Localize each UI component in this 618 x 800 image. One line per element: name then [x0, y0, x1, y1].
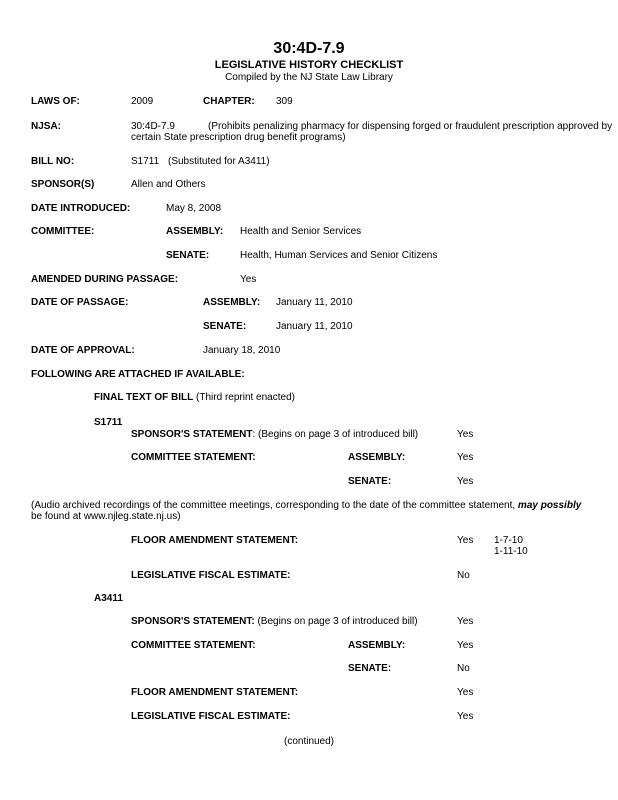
a3411-sponsor-statement-label: SPONSOR'S STATEMENT: — [131, 616, 255, 627]
final-text-row — [94, 392, 295, 404]
a3411-committee-assembly-value: Yes — [457, 640, 474, 651]
page-title: 30:4D-7.9 — [273, 40, 345, 57]
njsa-label: NJSA: — [31, 121, 62, 132]
njsa-cite: 30:4D-7.9 — [131, 121, 175, 132]
s1711-floor-amendment-label: FLOOR AMENDMENT STATEMENT: — [131, 535, 299, 546]
s1711-floor-amendment-date-1: 1-7-10 — [494, 535, 523, 546]
bill-no-label: BILL NO: — [31, 156, 75, 167]
s1711-committee-statement-label: COMMITTEE STATEMENT: — [131, 452, 256, 463]
njsa-description-line1: (Prohibits penalizing pharmacy for dispensing forged or fraudulent prescription approved by — [208, 121, 613, 132]
passage-senate-value: January 11, 2010 — [276, 321, 353, 332]
a3411-floor-amendment-label: FLOOR AMENDMENT STATEMENT: — [131, 687, 299, 698]
date-of-passage-label: DATE OF PASSAGE: — [31, 297, 129, 308]
bill-no-value: S1711 — [131, 156, 160, 167]
laws-of-year: 2009 — [131, 96, 154, 107]
date-introduced-label: DATE INTRODUCED: — [31, 203, 131, 214]
amended-value: Yes — [240, 274, 257, 285]
a3411-fiscal-estimate-value: Yes — [457, 711, 474, 722]
laws-of-label: LAWS OF: — [31, 96, 80, 107]
sponsor-value: Allen and Others — [131, 179, 206, 190]
sponsor-label: SPONSOR(S) — [31, 179, 95, 190]
passage-senate-label: SENATE: — [203, 321, 247, 332]
committee-label: COMMITTEE: — [31, 226, 95, 237]
checklist-heading: LEGISLATIVE HISTORY CHECKLIST — [214, 59, 404, 71]
chapter-label: CHAPTER: — [203, 96, 255, 107]
date-of-approval-label: DATE OF APPROVAL: — [31, 345, 135, 356]
amended-label: AMENDED DURING PASSAGE: — [31, 274, 179, 285]
s1711-committee-assembly-label: ASSEMBLY: — [348, 452, 406, 463]
s1711-fiscal-estimate-label: LEGISLATIVE FISCAL ESTIMATE: — [131, 570, 291, 581]
chapter-value: 309 — [276, 96, 293, 107]
bill-no-note: (Substituted for A3411) — [168, 156, 270, 167]
s1711-floor-amendment-date-2: 1-11-10 — [494, 546, 528, 557]
compiled-by: Compiled by the NJ State Law Library — [225, 72, 393, 83]
date-introduced-value: May 8, 2008 — [166, 203, 222, 214]
attached-heading: FOLLOWING ARE ATTACHED IF AVAILABLE: — [31, 369, 245, 380]
audio-note-emphasis: may possibly — [517, 500, 582, 511]
passage-assembly-label: ASSEMBLY: — [203, 297, 261, 308]
audio-note-text: (Audio archived recordings of the committee meetings, corresponding to the date of the committee statement, — [31, 500, 518, 511]
committee-assembly-label: ASSEMBLY: — [166, 226, 224, 237]
s1711-fiscal-estimate-value: No — [457, 570, 470, 581]
s1711-committee-senate-label: SENATE: — [348, 476, 392, 487]
committee-senate-label: SENATE: — [166, 250, 210, 261]
final-text-note: (Third reprint enacted) — [196, 392, 295, 403]
a3411-section-label: A3411 — [94, 593, 123, 604]
committee-assembly-value: Health and Senior Services — [240, 226, 362, 237]
s1711-sponsor-statement-note: : (Begins on page 3 of introduced bill) — [252, 429, 419, 440]
date-of-approval-value: January 18, 2010 — [203, 345, 281, 356]
s1711-section-label: S1711 — [94, 417, 123, 428]
s1711-sponsor-statement-label: SPONSOR'S STATEMENT — [131, 429, 253, 440]
a3411-floor-amendment-value: Yes — [457, 687, 474, 698]
s1711-sponsor-statement-value: Yes — [457, 429, 474, 440]
a3411-sponsor-statement-row — [131, 616, 418, 628]
a3411-committee-statement-label: COMMITTEE STATEMENT: — [131, 640, 256, 651]
passage-assembly-value: January 11, 2010 — [276, 297, 353, 308]
a3411-fiscal-estimate-label: LEGISLATIVE FISCAL ESTIMATE: — [131, 711, 291, 722]
a3411-committee-assembly-label: ASSEMBLY: — [348, 640, 406, 651]
a3411-sponsor-statement-value: Yes — [457, 616, 474, 627]
continued-note: (continued) — [283, 736, 335, 747]
njsa-description-line2: certain State prescription drug benefit programs) — [131, 132, 346, 143]
final-text-label: FINAL TEXT OF BILL — [94, 392, 194, 403]
audio-note-line2: be found at www.njleg.state.nj.us) — [31, 511, 181, 522]
a3411-committee-senate-label: SENATE: — [348, 663, 392, 674]
s1711-sponsor-statement-row — [131, 429, 418, 441]
a3411-sponsor-statement-note: (Begins on page 3 of introduced bill) — [254, 616, 418, 627]
s1711-committee-assembly-value: Yes — [457, 452, 474, 463]
committee-senate-value: Health, Human Services and Senior Citizens — [240, 250, 438, 261]
s1711-floor-amendment-value: Yes — [457, 535, 474, 546]
s1711-committee-senate-value: Yes — [457, 476, 474, 487]
a3411-committee-senate-value: No — [457, 663, 470, 674]
